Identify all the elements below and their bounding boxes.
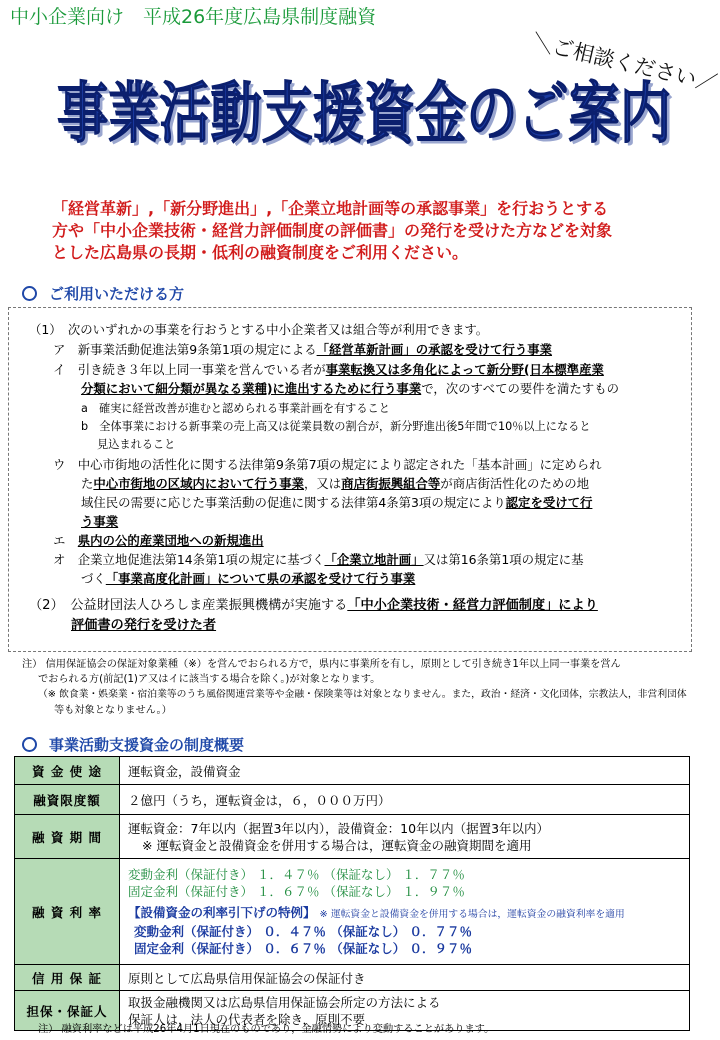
rate-special-note: ※ 運転資金と設備資金を併用する場合は，運転資金の融資利率を適用: [319, 909, 625, 920]
row-value: [120, 859, 690, 965]
term-line: 運転資金：7年以内（据置3年以内），設備資金：10年以内（据置3年以内）: [128, 820, 550, 836]
header-subtitle: 中小企業向け 平成26年度広島県制度融資: [10, 6, 377, 28]
row-label: 資 金 使 途: [15, 757, 120, 785]
row-value: 運転資金，設備資金: [120, 757, 690, 785]
row-value: 原則として広島県信用保証協会の保証付き: [120, 965, 690, 991]
intro-line: 方や「中小企業技術・経営力評価制度の評価書」の発行を受けた方などを対象: [52, 221, 613, 240]
eligibility-u-line3: 域住民の需要に応じた事業活動の促進に関する法律第4条第3項の規定により認定を受けて行: [81, 495, 593, 510]
row-value: [120, 815, 690, 859]
eligibility-o-line2: づく「事業高度化計画」について県の承認を受けて行う事業: [81, 571, 416, 586]
note-line: 注） 信用保証協会の保証対象業種（※）を営んでおられる方で，県内に事業所を有し，原則として引き続き1年以上同一事業を営ん: [22, 659, 621, 670]
overview-table: [14, 756, 690, 1031]
table-row: [15, 965, 690, 991]
rate-special-fixed: 固定金利（保証付き） ０．６７％ （保証なし） ０．９７％: [134, 941, 473, 956]
section-overview-heading: [22, 734, 244, 755]
eligibility-u-line4: う事業: [81, 514, 119, 529]
rate-special-title: 【設備資金の利率引下げの特例】: [128, 905, 316, 920]
eligibility-u-line2: た中心市街地の区域内において行う事業，又は商店街振興組合等が商店街活性化のための地: [81, 476, 590, 491]
note-line: 等も対象となりません。）: [54, 705, 172, 716]
rate-fixed: 固定金利（保証付き） １．６７％ （保証なし） １．９７％: [128, 884, 465, 899]
row-value: ２億円（うち，運転資金は，６，０００万円）: [120, 785, 690, 815]
rate-variable: 変動金利（保証付き） １．４７％ （保証なし） １．７７％: [128, 867, 465, 882]
eligibility-u-line1: ウ 中心市街地の活性化に関する法律第9条第7項の規定により認定された「基本計画」に定められ: [53, 457, 602, 472]
section-eligibility-heading: [22, 283, 184, 304]
row-label: 融 資 利 率: [15, 859, 120, 965]
note-line: でおられる方(前記(1)ア又はイに該当する場合を除く。)が対象となります。: [38, 674, 381, 685]
eligibility-i-a: a 確実に経営改善が進むと認められる事業計画を有すること: [81, 402, 390, 415]
intro-line: 「経営革新」,「新分野進出」,「企業立地計画等の承認事業」を行おうとする: [52, 199, 609, 218]
eligibility-i-line2: 分類において細分類が異なる業種)に進出するために行う事業で，次のすべての要件を満たすもの: [81, 381, 619, 396]
note-line: （※ 飲食業・娯楽業・宿泊業等のうち風俗関連営業等や金融・保険業等は対象となりません。また，政治・経済・文化団体，宗教法人，非営利団体: [38, 689, 687, 700]
collateral-line: 取扱金融機関又は広島県信用保証協会所定の方法による: [128, 994, 441, 1010]
main-title-text: 事業活動支援資金のご案内: [57, 75, 671, 150]
eligibility-item-2-cont: 評価書の発行を受けた者: [71, 618, 217, 633]
table-row: [15, 785, 690, 815]
intro-line: とした広島県の長期・低利の融資制度をご利用ください。: [52, 243, 469, 262]
eligibility-item-1: （1） 次のいずれかの事業を行おうとする中小企業者又は組合等が利用できます。: [29, 322, 489, 337]
eligibility-i-b-cont: 見込まれること: [97, 438, 176, 451]
section-title: ご利用いただける方: [49, 285, 185, 303]
eligibility-e: エ 県内の公的産業団地への新規進出: [53, 533, 264, 548]
row-label: 担保・保証人: [15, 991, 120, 1031]
row-label: 信 用 保 証: [15, 965, 120, 991]
eligibility-a: ア 新事業活動促進法第9条第1項の規定による「経営革新計画」の承認を受けて行う事業: [53, 342, 553, 357]
footer-note: 注） 融資利率などは平成26年4月1日現在のものであり，金融情勢により変動することがあります。: [38, 1024, 495, 1035]
rate-special: [128, 904, 681, 923]
eligibility-o-line1: オ 企業立地促進法第14条第1項の規定に基づく「企業立地計画」又は第16条第1項の規定に基: [53, 552, 584, 567]
circle-icon: [22, 286, 37, 301]
table-row: [15, 859, 690, 965]
svg-text:事業活動支援資金のご案内: 事業活動支援資金のご案内: [60, 78, 674, 150]
main-title: [44, 58, 684, 150]
row-label: 融資限度額: [15, 785, 120, 815]
consult-banner: ＼ご相談ください／: [529, 29, 720, 96]
row-label: 融 資 期 間: [15, 815, 120, 859]
eligibility-item-2: （2） 公益財団法人ひろしま産業振興機構が実施する「中小企業技術・経営力評価制度」により: [29, 598, 598, 613]
eligibility-box: [8, 307, 692, 652]
eligibility-i-line1: イ 引き続き３年以上同一事業を営んでいる者が事業転換又は多角化によって新分野(日本標準産業: [53, 362, 604, 377]
intro-text: [52, 198, 712, 264]
table-row: [15, 757, 690, 785]
eligibility-i-b: b 全体事業における新事業の売上高又は従業員数の割合が，新分野進出後5年間で10％以上になると: [81, 420, 591, 433]
table-row: [15, 815, 690, 859]
section-title: 事業活動支援資金の制度概要: [49, 736, 245, 754]
collateral-line: 保証人は，法人の代表者を除き，原則不要: [128, 1011, 366, 1027]
circle-icon: [22, 737, 37, 752]
rate-special-variable: 変動金利（保証付き） ０．４７％ （保証なし） ０．７７％: [134, 924, 473, 939]
term-note: ※ 運転資金と設備資金を併用する場合は，運転資金の融資期間を適用: [142, 837, 532, 853]
